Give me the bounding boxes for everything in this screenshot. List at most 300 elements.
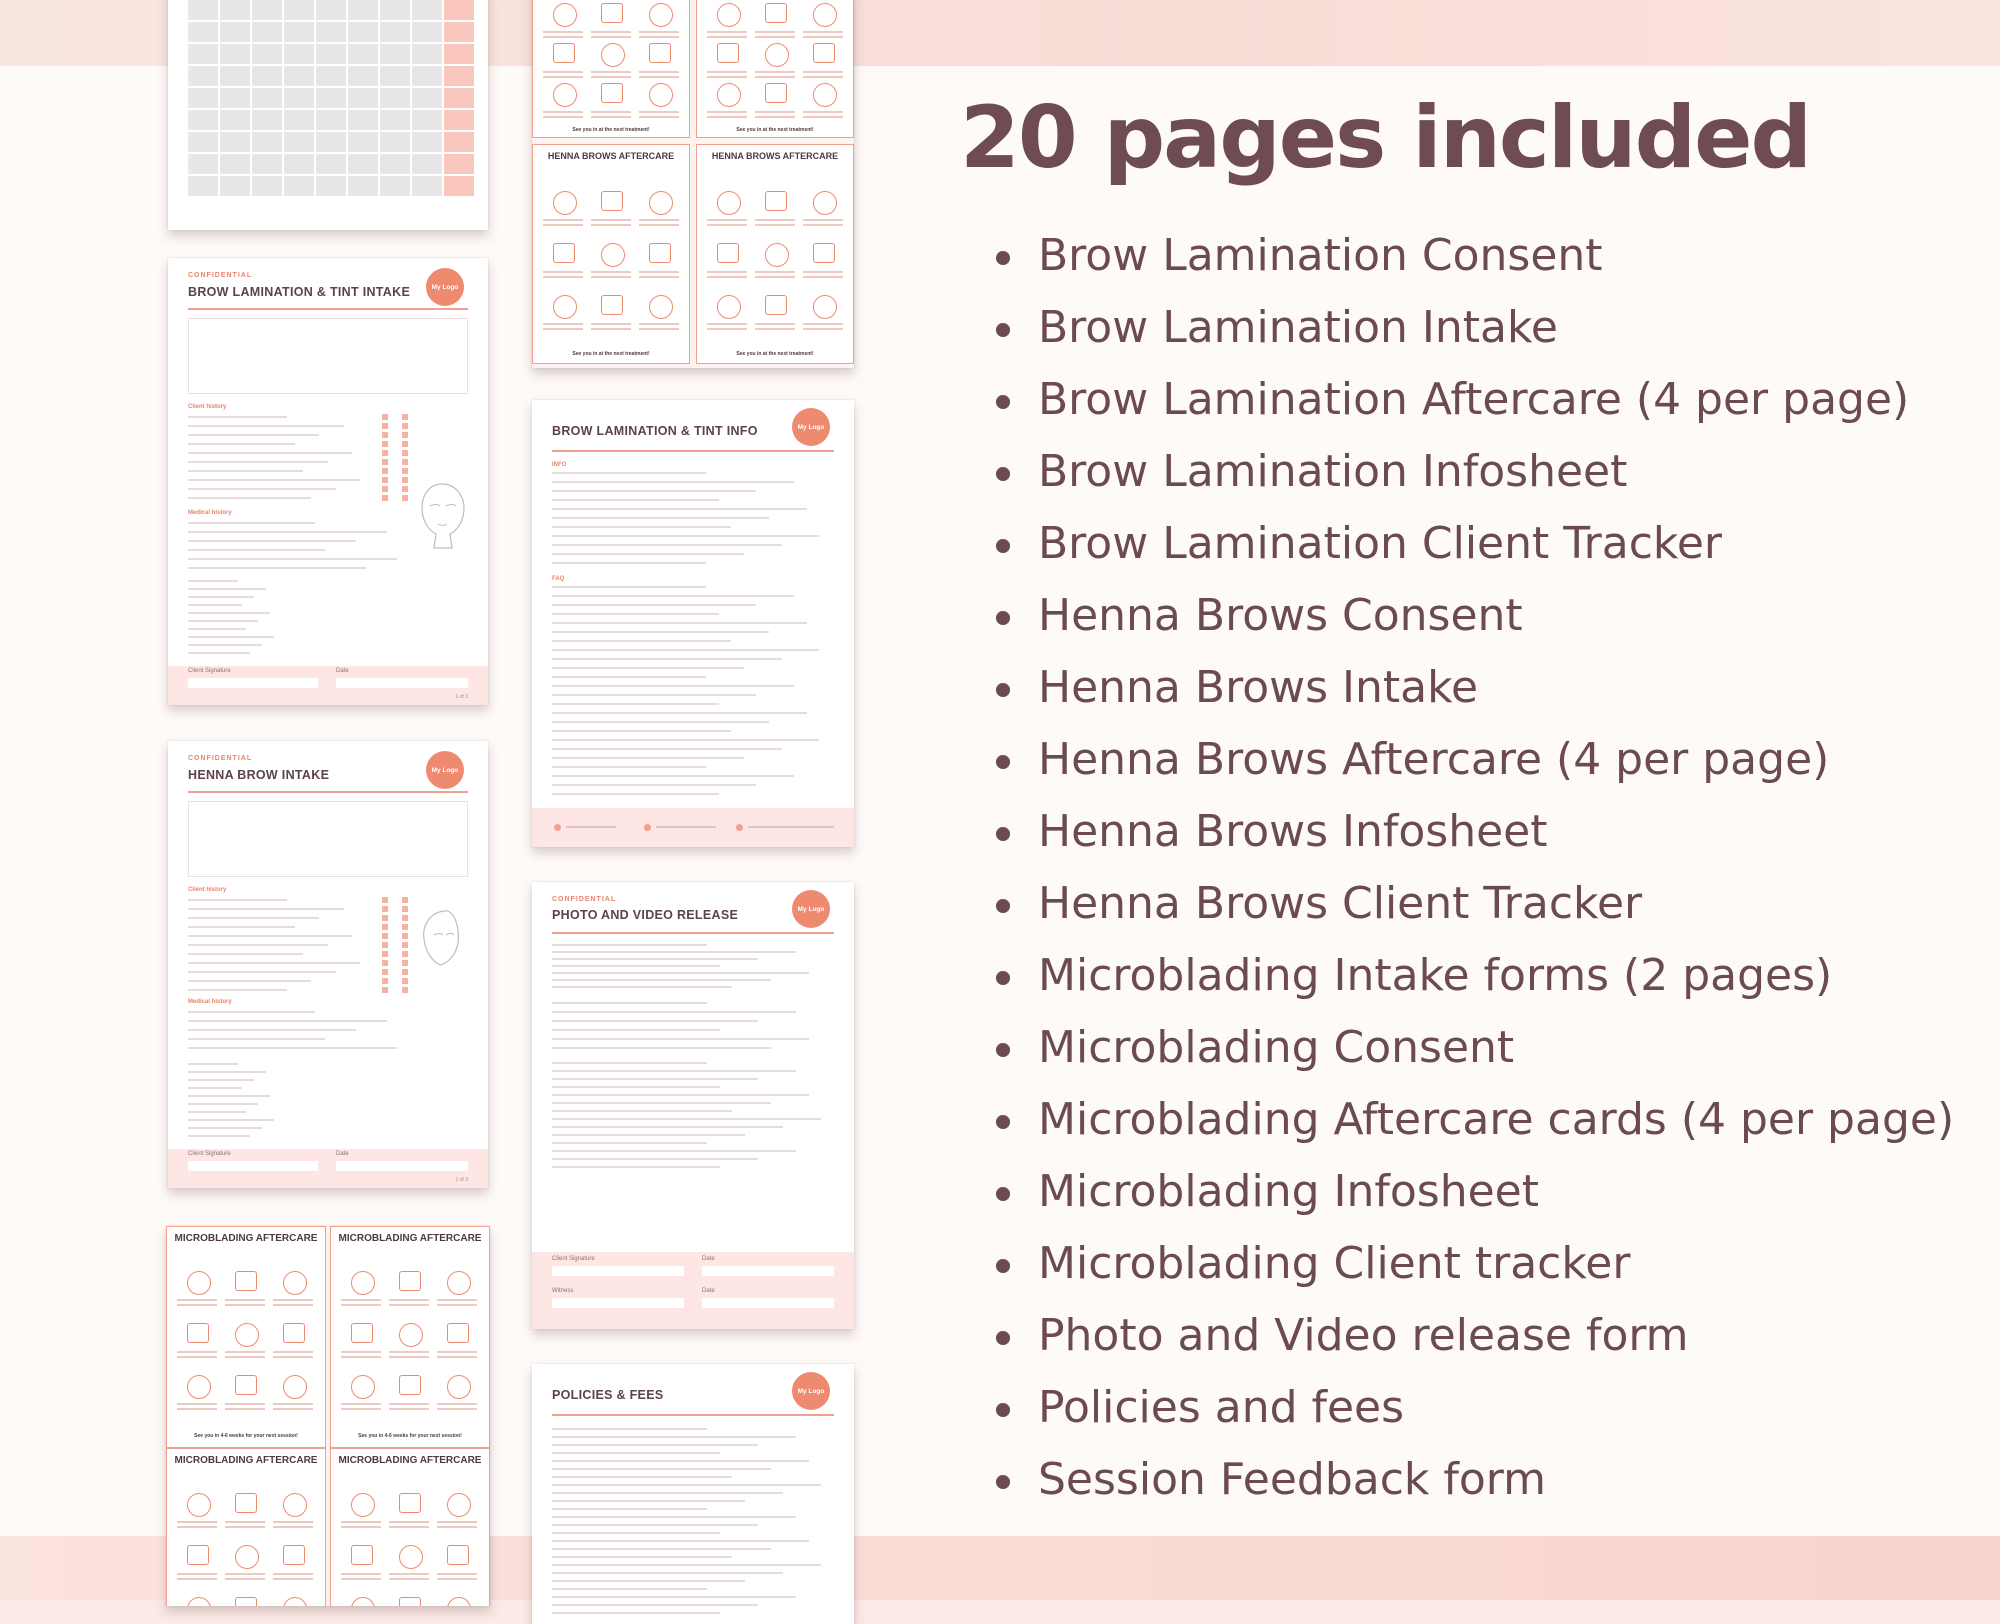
text-line: [552, 1508, 707, 1510]
aftercare-icon: [765, 3, 787, 23]
icon-caption-line: [341, 1526, 381, 1528]
page-title: BROW LAMINATION & TINT INTAKE: [188, 285, 411, 299]
tracker-cell: [188, 88, 218, 108]
tracker-cell: [220, 110, 250, 130]
icon-caption-line: [389, 1299, 429, 1301]
icon-caption-line: [803, 111, 843, 113]
aftercare-icon: [351, 1375, 375, 1399]
text-line: [188, 416, 287, 418]
tracker-cell: [220, 154, 250, 174]
aftercare-icon: [399, 1493, 421, 1513]
checkbox-icon: [382, 495, 388, 501]
icon-caption-line: [707, 36, 747, 38]
text-line: [188, 522, 315, 524]
text-line: [188, 580, 238, 582]
text-line: [552, 1150, 796, 1152]
tracker-cell: [412, 154, 442, 174]
checkbox-icon: [402, 915, 408, 921]
aftercare-icon: [235, 1271, 257, 1291]
bullet-icon: [996, 1403, 1010, 1417]
text-line: [188, 953, 303, 955]
list-item: [996, 874, 1954, 946]
text-line: [188, 1038, 325, 1040]
tracker-cell: [444, 88, 474, 108]
icon-caption-line: [273, 1351, 313, 1353]
page-title: BROW LAMINATION & TINT INFO: [552, 424, 758, 438]
date-field: [702, 1266, 834, 1276]
phone-icon: [554, 824, 561, 831]
icon-caption-line: [177, 1573, 217, 1575]
text-line: [188, 1127, 262, 1129]
text-line: [552, 1532, 720, 1534]
list-item: [996, 946, 1954, 1018]
icon-caption-line: [341, 1299, 381, 1301]
icon-caption-line: [389, 1351, 429, 1353]
icon-caption-line: [707, 116, 747, 118]
text-line: [188, 908, 344, 910]
microblading-aftercare-preview: [166, 1226, 490, 1606]
text-line: [552, 667, 744, 669]
icon-caption-line: [177, 1408, 217, 1410]
signature-footer: [532, 1252, 854, 1329]
icon-caption-line: [707, 224, 747, 226]
list-item-label: Henna Brows Client Tracker: [1038, 878, 1643, 929]
text-line: [188, 962, 360, 964]
icon-caption-line: [639, 76, 679, 78]
text-line: [552, 472, 706, 474]
list-item-label: Microblading Infosheet: [1038, 1166, 1539, 1217]
aftercare-icon: [447, 1545, 469, 1565]
icon-caption-line: [389, 1403, 429, 1405]
icon-caption-line: [225, 1521, 265, 1523]
icon-caption-line: [273, 1573, 313, 1575]
list-item-label: Microblading Consent: [1038, 1022, 1515, 1073]
aftercare-icon: [235, 1545, 259, 1569]
checkbox-icon: [402, 906, 408, 912]
list-item: [996, 802, 1954, 874]
contact-fields: [188, 318, 468, 394]
checkbox-icon: [382, 414, 388, 420]
icon-caption-line: [437, 1408, 477, 1410]
aftercare-icon: [765, 243, 789, 267]
text-line: [552, 784, 756, 786]
tracker-preview: [168, 0, 488, 230]
text-line: [552, 1468, 771, 1470]
icon-caption-line: [225, 1351, 265, 1353]
tracker-cell: [252, 66, 282, 86]
tracker-cell: [380, 176, 410, 196]
icon-caption-line: [639, 71, 679, 73]
bullet-icon: [996, 683, 1010, 697]
icon-caption-line: [437, 1299, 477, 1301]
text-line: [188, 980, 311, 982]
text-line: [552, 748, 782, 750]
aftercare-icon: [283, 1323, 305, 1343]
list-item-label: Brow Lamination Client Tracker: [1038, 518, 1722, 569]
icon-caption-line: [177, 1356, 217, 1358]
aftercare-icon: [283, 1545, 305, 1565]
bullet-icon: [996, 251, 1010, 265]
icon-caption-line: [803, 31, 843, 33]
text-line: [188, 1047, 397, 1049]
aftercare-icon: [765, 83, 787, 103]
headline: 20 pages included: [960, 88, 1811, 188]
icon-caption-line: [755, 271, 795, 273]
bullet-icon: [996, 971, 1010, 985]
aftercare-icon: [813, 43, 835, 63]
tracker-cell: [188, 44, 218, 64]
text-line: [552, 694, 756, 696]
text-line: [552, 1516, 796, 1518]
text-line: [552, 1110, 732, 1112]
icon-caption-line: [707, 111, 747, 113]
icon-caption-line: [543, 76, 583, 78]
icon-caption-line: [543, 224, 583, 226]
tracker-cell: [316, 0, 346, 20]
list-item-label: Microblading Intake forms (2 pages): [1038, 950, 1833, 1001]
text-line: [188, 604, 242, 606]
aftercare-icon: [399, 1375, 421, 1395]
confidential-label: CONFIDENTIAL: [188, 272, 253, 279]
icon-caption-line: [755, 276, 795, 278]
icon-caption-line: [177, 1351, 217, 1353]
tracker-cell: [444, 44, 474, 64]
page-number: 1 of 3: [455, 1177, 468, 1183]
text-line: [552, 562, 706, 564]
text-line: [552, 1047, 771, 1049]
title-rule: [552, 932, 834, 934]
icon-caption-line: [273, 1408, 313, 1410]
tracker-cell: [316, 110, 346, 130]
tracker-cell: [220, 176, 250, 196]
tracker-cell: [444, 110, 474, 130]
aftercare-icon: [447, 1375, 471, 1399]
checkbox-icon: [382, 915, 388, 921]
henna-intake-preview: [168, 741, 488, 1188]
icon-caption-line: [707, 276, 747, 278]
text-line: [552, 1452, 720, 1454]
aftercare-icon: [717, 3, 741, 27]
tracker-cell: [348, 154, 378, 174]
page-number: 1 of 3: [455, 694, 468, 700]
text-line: [552, 1094, 809, 1096]
bullet-icon: [996, 395, 1010, 409]
aftercare-card: [696, 0, 854, 138]
text-line: [552, 730, 731, 732]
tracker-cell: [444, 176, 474, 196]
text-line: [552, 1556, 732, 1558]
text-line: [552, 658, 782, 660]
icon-caption-line: [755, 116, 795, 118]
tracker-cell: [220, 132, 250, 152]
aftercare-icon: [187, 1375, 211, 1399]
tracker-cell: [412, 88, 442, 108]
tracker-cell: [348, 88, 378, 108]
tracker-cell: [380, 44, 410, 64]
tracker-cell: [380, 22, 410, 42]
icon-caption-line: [707, 31, 747, 33]
bullet-icon: [996, 1115, 1010, 1129]
tracker-cell: [284, 110, 314, 130]
aftercare-icon: [553, 191, 577, 215]
aftercare-icon: [649, 243, 671, 263]
aftercare-icon: [187, 1545, 209, 1565]
text-line: [552, 613, 719, 615]
aftercare-card: [166, 1226, 326, 1448]
signature-field: [552, 1266, 684, 1276]
card-title: MICROBLADING AFTERCARE: [338, 1455, 482, 1466]
text-line: [552, 544, 782, 546]
checkbox-icon: [382, 432, 388, 438]
bullet-icon: [996, 467, 1010, 481]
icon-caption-line: [225, 1573, 265, 1575]
icon-caption-line: [803, 116, 843, 118]
checkbox-icon: [402, 960, 408, 966]
section-info: INFO: [552, 462, 567, 468]
tracker-cell: [444, 132, 474, 152]
icon-caption-line: [591, 276, 631, 278]
bullet-icon: [996, 899, 1010, 913]
icon-caption-line: [639, 323, 679, 325]
tracker-cell: [380, 110, 410, 130]
icon-caption-line: [543, 276, 583, 278]
tracker-cell: [412, 44, 442, 64]
checkbox-icon: [402, 477, 408, 483]
icon-caption-line: [273, 1521, 313, 1523]
icon-caption-line: [341, 1304, 381, 1306]
icon-caption-line: [591, 31, 631, 33]
client-signature-label: Client Signature: [188, 1151, 231, 1157]
text-line: [552, 757, 744, 759]
checkbox-icon: [382, 942, 388, 948]
text-line: [552, 1548, 771, 1550]
text-line: [552, 739, 819, 741]
date-label: Date: [702, 1288, 715, 1294]
aftercare-icon: [717, 243, 739, 263]
tracker-cell: [412, 132, 442, 152]
icon-caption-line: [591, 219, 631, 221]
list-item: [996, 1378, 1954, 1450]
icon-caption-line: [437, 1403, 477, 1405]
checkbox-icon: [402, 978, 408, 984]
text-line: [552, 676, 706, 678]
text-line: [188, 540, 356, 542]
text-line: [552, 481, 794, 483]
aftercare-icon: [399, 1545, 423, 1569]
text-line: [552, 1002, 707, 1004]
text-line: [552, 526, 731, 528]
icon-caption-line: [273, 1578, 313, 1580]
list-item-label: Henna Brows Aftercare (4 per page): [1038, 734, 1830, 785]
tracker-cell: [252, 0, 282, 20]
tracker-cell: [252, 132, 282, 152]
icon-caption-line: [273, 1526, 313, 1528]
text-line: [552, 712, 807, 714]
icon-caption-line: [437, 1304, 477, 1306]
tracker-cell: [316, 88, 346, 108]
list-item-label: Microblading Aftercare cards (4 per page): [1038, 1094, 1955, 1145]
icon-caption-line: [543, 71, 583, 73]
list-item: [996, 730, 1954, 802]
aftercare-icon: [717, 43, 739, 63]
text-line: [552, 499, 719, 501]
confidential-label: CONFIDENTIAL: [552, 896, 617, 903]
aftercare-icon: [283, 1271, 307, 1295]
card-footer: See you in 4-6 weeks for your next session!: [194, 1433, 298, 1439]
aftercare-icon: [553, 3, 577, 27]
aftercare-icon: [813, 3, 837, 27]
tracker-cell: [252, 44, 282, 64]
list-item-label: Henna Brows Infosheet: [1038, 806, 1548, 857]
tracker-cell: [188, 154, 218, 174]
icon-caption-line: [273, 1403, 313, 1405]
aftercare-icon: [649, 295, 673, 319]
icon-caption-line: [389, 1408, 429, 1410]
witness-label: Witness: [552, 1288, 574, 1294]
tracker-cell: [284, 22, 314, 42]
list-item: [996, 370, 1954, 442]
title-rule: [552, 450, 834, 452]
date-label: Date: [336, 668, 349, 674]
checkbox-icon: [402, 987, 408, 993]
list-item-label: Microblading Client tracker: [1038, 1238, 1631, 1289]
text-line: [552, 1062, 707, 1064]
aftercare-icon: [717, 83, 741, 107]
text-line: [188, 1063, 238, 1065]
icon-caption-line: [543, 219, 583, 221]
aftercare-icon: [235, 1493, 257, 1513]
list-item: [996, 514, 1954, 586]
confidential-label: CONFIDENTIAL: [188, 755, 253, 762]
bullet-icon: [996, 827, 1010, 841]
icon-caption-line: [591, 328, 631, 330]
tracker-cell: [412, 110, 442, 130]
tracker-cell: [412, 22, 442, 42]
aftercare-icon: [447, 1271, 471, 1295]
email-icon: [736, 824, 743, 831]
icon-caption-line: [437, 1356, 477, 1358]
icon-caption-line: [341, 1578, 381, 1580]
aftercare-icon: [351, 1545, 373, 1565]
text-line: [188, 1135, 250, 1137]
text-line: [552, 1588, 707, 1590]
list-item-label: Brow Lamination Aftercare (4 per page): [1038, 374, 1910, 425]
icon-caption-line: [639, 111, 679, 113]
icon-caption-line: [707, 71, 747, 73]
bullet-icon: [996, 1259, 1010, 1273]
aftercare-card: [696, 144, 854, 364]
icon-caption-line: [389, 1573, 429, 1575]
text-line: [552, 1158, 758, 1160]
list-item: [996, 1018, 1954, 1090]
icon-caption-line: [755, 36, 795, 38]
text-line: [188, 488, 336, 490]
tracker-cell: [284, 176, 314, 196]
icon-caption-line: [341, 1573, 381, 1575]
icon-caption-line: [341, 1351, 381, 1353]
text-line: [552, 595, 794, 597]
list-item: [996, 442, 1954, 514]
checkbox-icon: [402, 432, 408, 438]
aftercare-icon: [447, 1493, 471, 1517]
text-line: [552, 1476, 732, 1478]
aftercare-icon: [187, 1323, 209, 1343]
text-line: [552, 793, 719, 795]
checkbox-icon: [382, 951, 388, 957]
aftercare-card: [532, 0, 690, 138]
date-label: Date: [702, 1256, 715, 1262]
text-line: [188, 1095, 270, 1097]
tracker-cell: [316, 44, 346, 64]
text-line: [188, 461, 328, 463]
tracker-cell: [316, 132, 346, 152]
text-line: [552, 1460, 809, 1462]
text-line: [552, 604, 756, 606]
aftercare-icon: [351, 1597, 375, 1606]
text-line: [552, 972, 809, 974]
text-line: [188, 628, 246, 630]
tracker-cell: [316, 154, 346, 174]
tracker-cell: [188, 66, 218, 86]
icon-caption-line: [273, 1356, 313, 1358]
bullet-icon: [996, 1043, 1010, 1057]
text-line: [188, 612, 270, 614]
tracker-cell: [380, 132, 410, 152]
text-line: [188, 944, 328, 946]
text-line: [552, 1166, 720, 1168]
tracker-cell: [188, 176, 218, 196]
text-line: [552, 553, 744, 555]
checkbox-icon: [402, 897, 408, 903]
card-footer: See you in at the next treatment!: [572, 351, 650, 357]
aftercare-icon: [351, 1323, 373, 1343]
date-field: [336, 1161, 468, 1171]
aftercare-icon: [717, 295, 741, 319]
icon-caption-line: [639, 328, 679, 330]
aftercare-icon: [351, 1493, 375, 1517]
text-line: [188, 1029, 356, 1031]
icon-caption-line: [225, 1356, 265, 1358]
text-line: [552, 1126, 783, 1128]
text-line: [188, 479, 360, 481]
text-line: [552, 1118, 821, 1120]
icon-caption-line: [591, 224, 631, 226]
icon-caption-line: [177, 1403, 217, 1405]
aftercare-icon: [601, 243, 625, 267]
text-line: [552, 586, 706, 588]
text-line: [552, 1436, 796, 1438]
icon-caption-line: [803, 224, 843, 226]
aftercare-card: [166, 1448, 326, 1606]
icon-caption-line: [591, 116, 631, 118]
tracker-cell: [220, 44, 250, 64]
aftercare-card: [330, 1448, 490, 1606]
logo-badge: My Logo: [426, 751, 464, 789]
icon-caption-line: [177, 1299, 217, 1301]
tracker-cell: [252, 110, 282, 130]
list-item: [996, 1234, 1954, 1306]
icon-caption-line: [341, 1403, 381, 1405]
icon-caption-line: [273, 1299, 313, 1301]
title-rule: [188, 308, 468, 310]
bullet-icon: [996, 323, 1010, 337]
icon-caption-line: [639, 31, 679, 33]
text-line: [552, 979, 771, 981]
text-line: [188, 558, 397, 560]
date-field: [336, 678, 468, 688]
checkbox-icon: [382, 924, 388, 930]
icon-caption-line: [273, 1304, 313, 1306]
